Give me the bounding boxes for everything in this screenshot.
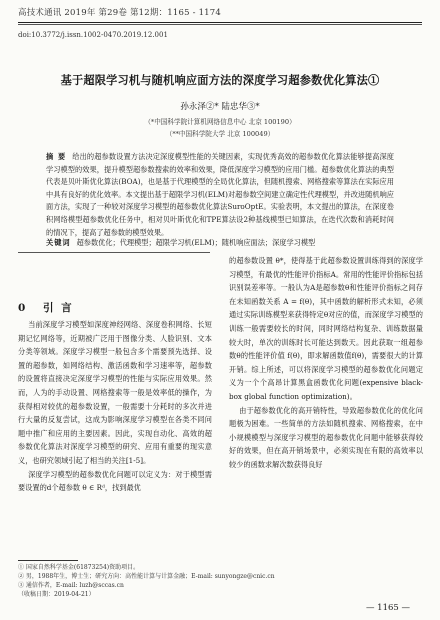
affiliation-1: （*中国科学院计算机网络信息中心 北京 100190） (144, 118, 296, 126)
section-heading (18, 300, 74, 315)
abstract-text: 给出的超参数设置方法决定深度模型性能的关键因素，实现优秀高效的超参数优化算法能够提高深度学习模型的效果，提升模型超参数搜索的效率和效果，降低深度学习模型的应用门槛。超参数优化算法的典型代表是贝叶斯优化算法(BOA)，也是基于代理模型的全局优化算法，但随机搜索、网格搜索等算法在实际应用中具有良好的优化效率。本文提出基于超限学习机(ELM)对超参数空间建立确定性代理模型，并改进随机响应面方法，实现了一种较对深度学习模型的超参数优化算法SuroOptE。实验表明，本文提出的算法，在深度卷积网络模型超参数优化任务中，相对贝叶斯优化和TPE算法设2种基线模型已知算法，在迭代次数和消耗时间的情况下，提高了超参数的模型效果。 (46, 152, 394, 237)
keywords-label: 关键词 (46, 238, 71, 247)
running-head: 高技术通讯 2019年 第29卷 第12期：1165 - 1174 (18, 8, 222, 18)
footnote-4: （收稿日期：2019-04-21） (18, 591, 95, 598)
header-rule (18, 22, 422, 23)
abstract (46, 151, 394, 239)
right-column (229, 254, 423, 472)
left-paragraph-2: 深度学习模型的超参数优化问题可以定义为：对于模型需要设置的d个超参数 θ ∈ Rᵈ，找到最优 (18, 469, 212, 493)
right-paragraph-1: 的超参数设置 θ*，使得基于此超参数设置训练得到的深度学习模型，有最优的性能评价指标A。常用的性能评价指标包括识别误差率等。一般认为A是超参数θ和性能评价指标之间存在未知函数关系 A = f(θ)，其中函数的解析形式未知，必须通过实际训练模型来获得特定θ对应的值，而深度学习模型的训练一般需要较长的时间，同时网络结构复杂、训练数据量较大时，单次的训练时长可能达到数天。因此获取一组超参数θ的性能评价值 f(θ)，即求解函数值f(θ)，需要很大的计算开销。综上所述，可以将深度学习模型的超参数优化问题定义为一个个高昂计算黑盒函数优化问题(expensive black-box global function optimization)。 (229, 256, 423, 401)
left-paragraph-1: 当前深度学习模型如深度神经网络、深度卷积网络、长短期记忆网络等，近期被广泛用于图像分类、人脸识别、文本分类等领域。深度学习模型一般包含多个需要预先选择、设置的超参数，如网络结构、激活函数和学习速率等，超参数的设置将直接决定深度学习模型的性能与实际应用效果。然而，人为的手动设置、网格搜索等一般是效率低的操作，为获得相对较优的超参数设置，一般需要十分耗时的多次并进行大量的反复尝试，这成为影响深度学习模型在各类不同问题中推广和应用的主要因素。因此，实现自动化、高效的超参数优化算法对深度学习模型的研究、应用有重要的现实意义，也研究领域引起了相当的关注[1-5]。 (18, 320, 212, 465)
section-title: 引 言 (42, 302, 74, 314)
paper-title: 基于超限学习机与随机响应面方法的深度学习超参数优化算法① (60, 73, 380, 87)
footnote-1: ① 国家自然科学基金(61873254)资助项目。 (18, 564, 140, 571)
section-number: 0 (18, 302, 28, 314)
header-rule-thin (18, 24, 422, 25)
footnote-3: ③ 通信作者，E-mail: luzh@sccas.cn (18, 582, 124, 589)
affiliation-2: （**中国科学院大学 北京 100049） (165, 130, 275, 138)
keywords (46, 237, 394, 249)
keywords-text: 超参数优化；代理模型；超限学习机(ELM)；随机响应面法；深度学习模型 (76, 238, 316, 247)
abstract-label: 摘 要 (46, 152, 67, 161)
left-column (18, 318, 212, 495)
footnote-rule (18, 560, 78, 561)
page-number: — 1165 — (365, 603, 410, 613)
doi: doi:10.3772/j.issn.1002-0470.2019.12.001 (18, 31, 168, 39)
footnote-2: ② 男，1988年生，博士生；研究方向：高性能计算与计算金融；E-mail: sunyongze@cnic.cn (18, 573, 275, 580)
authors: 孙永泽②* 陆忠华③* (180, 102, 260, 112)
right-paragraph-2: 由于超参数优化的高开销特性，导致超参数优化的优化问题极为困难。一些简单的方法如随机搜索、网格搜索，在中小规模模型与深度学习模型的超参数优化问题中能够获得较好的效果，但在高开销场景中，必须实现在有限的高效率以较少的函数求解次数获得良好 (229, 405, 423, 469)
section-divider (18, 252, 210, 253)
